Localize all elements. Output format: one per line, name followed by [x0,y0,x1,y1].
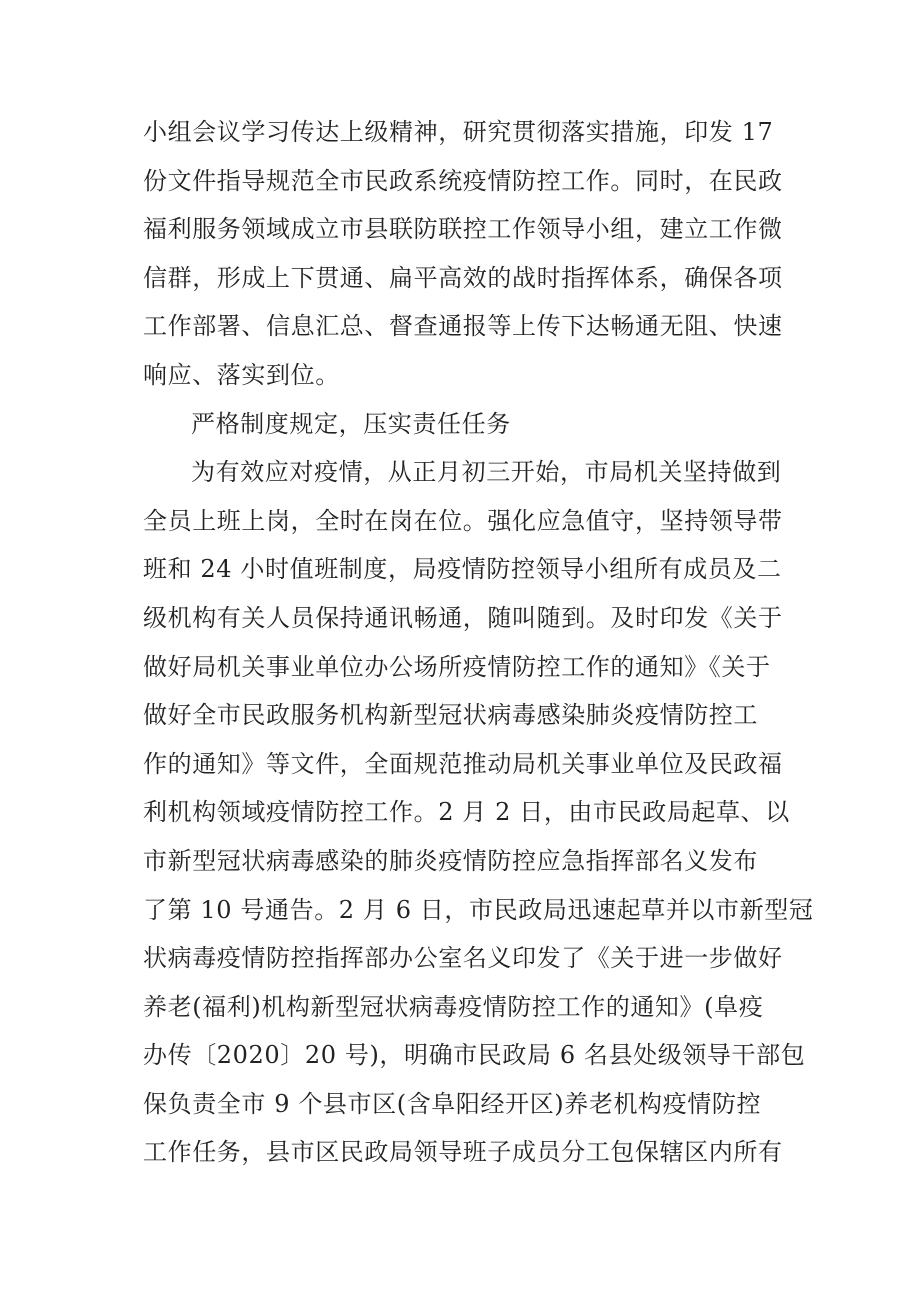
paragraph-2 [143,448,814,1177]
paragraph-1 [143,108,783,400]
text-line: 响应、落实到位。 [143,360,340,389]
document-body [143,108,814,1177]
text-line: 作的通知》等文件，全面规范推动局机关事业单位及民政福 [143,749,783,778]
text-line: 养老(福利)机构新型冠状病毒疫情防控工作的通知》(阜疫 [143,992,764,1021]
text-line: 份文件指导规范全市民政系统疫情防控工作。同时，在民政 [143,166,783,195]
text-line: 福利服务领域成立市县联防联控工作领导小组，建立工作微 [143,215,783,244]
text-line: 全员上班上岗，全时在岗在位。强化应急值守，坚持领导带 [143,506,783,535]
text-line: 利机构领域疫情防控工作。2 月 2 日，由市民政局起草、以 [143,798,790,827]
text-line: 小组会议学习传达上级精神，研究贯彻落实措施，印发 17 [143,118,774,146]
text-line: 信群，形成上下贯通、扁平高效的战时指挥体系，确保各项 [143,263,783,292]
text-line: 级机构有关人员保持通讯畅通，随叫随到。及时印发《关于 [143,603,783,632]
text-line: 市新型冠状病毒感染的肺炎疫情防控应急指挥部名义发布 [143,846,758,875]
text-line: 了第 10 号通告。2 月 6 日，市民政局迅速起草并以市新型冠 [143,895,814,924]
section-heading: 严格制度规定，压实责任任务 [191,409,511,438]
text-line: 为有效应对疫情，从正月初三开始，市局机关坚持做到 [191,458,782,487]
text-line: 保负责全市 9 个县市区(含阜阳经开区)养老机构疫情防控 [143,1089,762,1118]
text-line: 做好局机关事业单位办公场所疫情防控工作的通知》《关于 [143,652,771,681]
text-line: 做好全市民政服务机构新型冠状病毒感染肺炎疫情防控工 [143,701,758,730]
text-line: 工作任务，县市区民政局领导班子成员分工包保辖区内所有 [143,1138,783,1167]
text-line: 状病毒疫情防控指挥部办公室名义印发了《关于进一步做好 [143,944,783,973]
text-line: 工作部署、信息汇总、督查通报等上传下达畅通无阻、快速 [143,312,783,341]
text-line: 班和 24 小时值班制度，局疫情防控领导小组所有成员及二 [143,555,782,584]
text-line: 办传〔2020〕20 号)，明确市民政局 6 名县处级领导干部包 [143,1041,806,1070]
